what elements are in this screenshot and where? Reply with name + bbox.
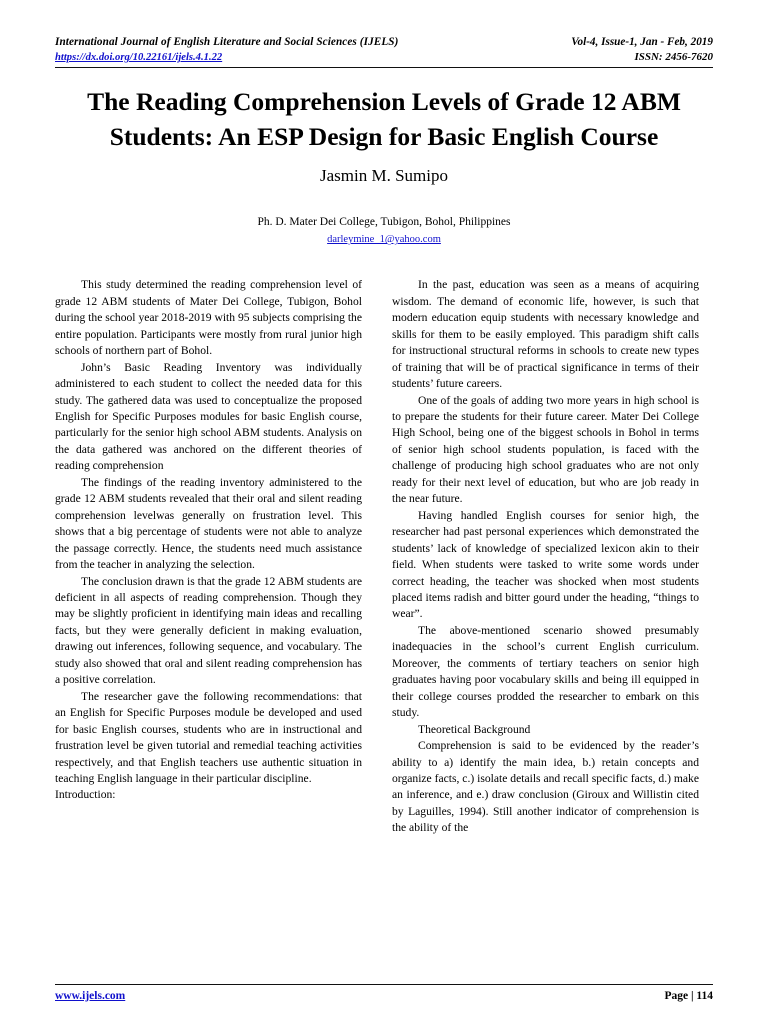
issn-label: ISSN: 2456-7620 (634, 51, 713, 63)
paragraph: This study determined the reading comprehension level of grade 12 ABM students of Mater Dei College, Tubigon, Bohol during the school year 2018-2019 with 95 subjects comprising the entire population. Participants were mostly from rural junior high schools of northern part of Bohol. (55, 278, 362, 358)
footer-divider (55, 984, 713, 985)
paragraph: In the past, education was seen as a means of acquiring wisdom. The demand of economic life, however, is such that modern education equip students with necessary knowledge and skills for them to be easily employed. This paradigm shift calls for instructional structural reforms in schools to create new types of training that will be of practical significance in terms of their students’ future careers. (392, 278, 699, 391)
journal-name: International Journal of English Literature and Social Sciences (IJELS) (55, 36, 399, 48)
paragraph: One of the goals of adding two more years in high school is to prepare the students for their future career. Mater Dei College High School, being one of the biggest schools in Bohol in terms of senior high school students population, is faced with the challenge of producing high school graduates who are not only ready for their next level of education, but who are job ready in the near future. (392, 393, 699, 506)
journal-header (55, 36, 713, 48)
paragraph: The findings of the reading inventory administered to the grade 12 ABM students revealed that their oral and silent reading comprehension levelwas generally on frustration level. This shows that a big percentage of students were not able to analyze the passage correctly. Hence, the students need much assistance from the teacher in analyzing the selection. (55, 475, 362, 572)
paragraph: The above-mentioned scenario showed presumably inadequacies in the school’s current English curriculum. Moreover, the comments of tertiary teachers on senior high graduates having poor vocabulary skills and being ill equipped in their college courses prodded the researcher to embark on this study. (392, 623, 699, 720)
issue-info: Vol-4, Issue-1, Jan - Feb, 2019 (571, 36, 713, 48)
page-number: Page | 114 (664, 990, 713, 1002)
author-name: Jasmin M. Sumipo (320, 166, 448, 186)
author-affiliation: Ph. D. Mater Dei College, Tubigon, Bohol, Philippines (257, 216, 511, 229)
body-columns (55, 277, 713, 836)
email-link[interactable]: darleymine_1@yahoo.com (327, 234, 441, 246)
paragraph: The conclusion drawn is that the grade 12 ABM students are deficient in all aspects of reading comprehension. Though they may be slightly proficient in identifying main ideas and recalling facts, but they were generally deficient in making evaluation, drawing out inferences, following sequence, and vocabulary. The study also showed that oral and silent reading comprehension has a positive correlation. (55, 574, 362, 687)
site-url-link[interactable]: www.ijels.com (55, 990, 126, 1002)
paragraph: The researcher gave the following recommendations: that an English for Specific Purposes module be developed and used for basic English courses, students who are in instructional and frustration level be given tutorial and remedial teaching activities respectively, and that English teachers use authentic situation in teaching English language in their particular discipline. (55, 689, 362, 785)
section-heading-introduction: Introduction: (55, 788, 116, 802)
section-heading-theoretical-background: Theoretical Background (418, 722, 531, 736)
doi-link[interactable]: https://dx.doi.org/10.22161/ijels.4.1.22 (55, 52, 223, 63)
journal-subheader (55, 51, 713, 63)
page-title: The Reading Comprehension Levels of Grade 12 ABM Students: An ESP Design for Basic English Course (87, 87, 681, 152)
footer-row (55, 990, 713, 1002)
author-email (55, 234, 713, 245)
left-column (55, 277, 362, 836)
right-column (392, 277, 699, 836)
paragraph: Having handled English courses for senior high, the researcher had past personal experiences which demonstrated the students’ lack of knowledge of specialized lexicon akin to their field. When students were tasked to write some words under correct heading, the teacher was shocked when most students placed items radish and bitter gourd under the heading, “things to wear”. (392, 508, 699, 621)
paragraph: Comprehension is said to be evidenced by the reader’s ability to a) identify the main idea, b.) retain concepts and organize facts, c.) isolate details and recall specific facts, d.) make an inference, and e.) draw conclusion (Giroux and Willistin cited by Laguilles, 1994). Still another indicator of comprehension is the ability of the (392, 739, 699, 835)
header-divider (55, 67, 713, 68)
paragraph: John’s Basic Reading Inventory was individually administered to each student to collect the needed data for this study. The gathered data was used to conceptualize the proposed English for Specific Purposes modules for basic English course, particularly for the senior high school ABM students. Analysis on the data gathered was anchored on the different theories of reading comprehension (55, 360, 362, 473)
page-footer (55, 984, 713, 1002)
